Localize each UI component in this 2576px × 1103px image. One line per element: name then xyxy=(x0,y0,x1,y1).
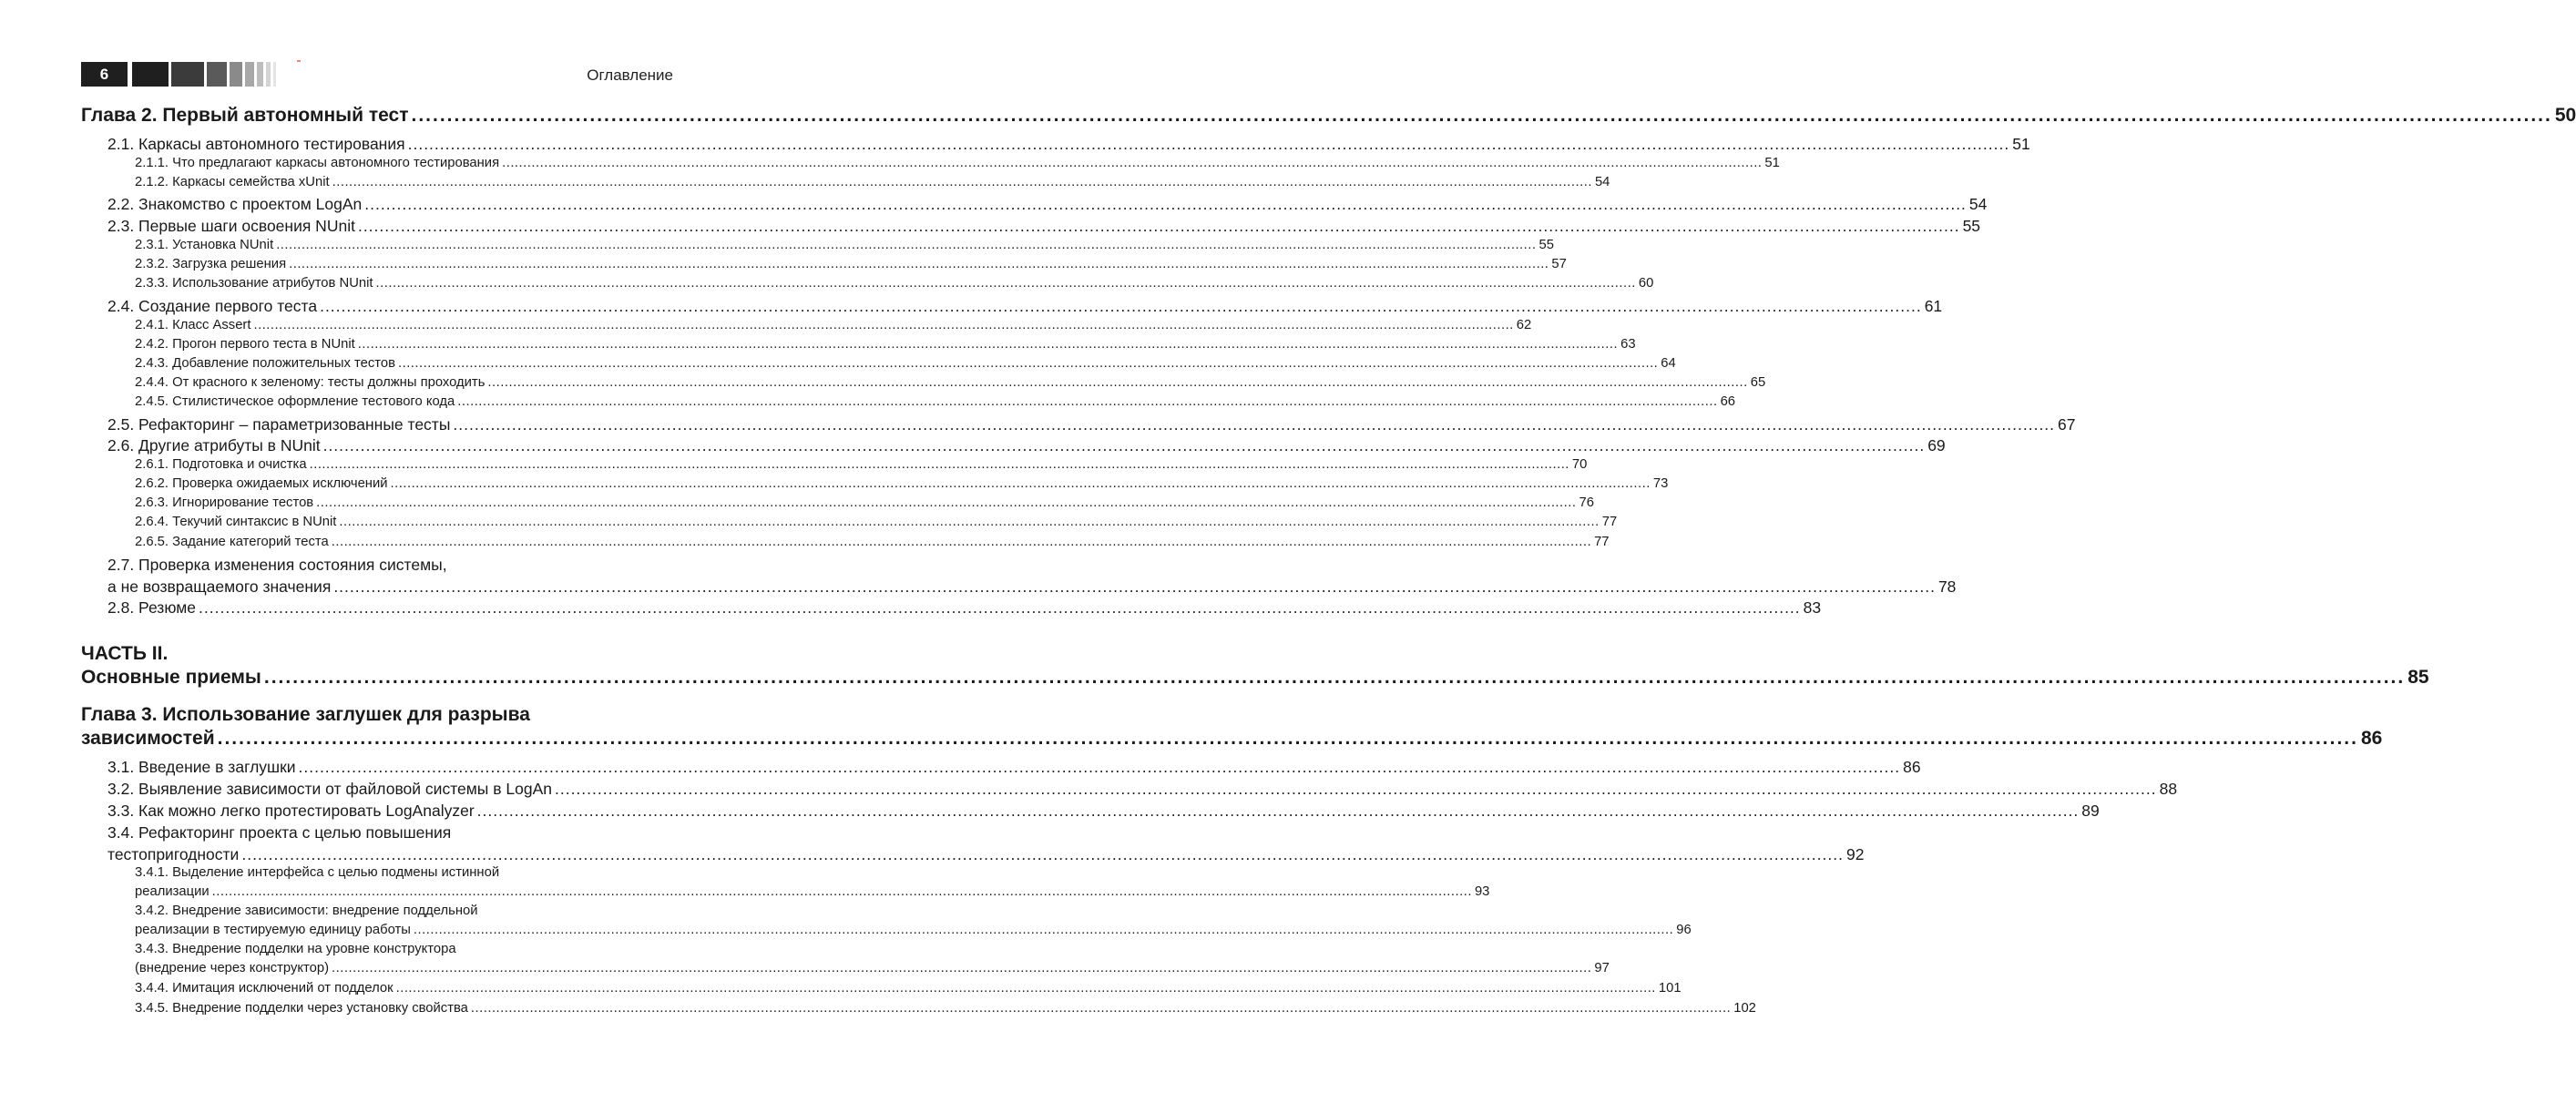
toc-line xyxy=(135,515,1618,529)
toc-page-number: 51 xyxy=(2012,135,2030,153)
toc-leader-dots: ............................................................................................................................................................................................................................................................................................................ xyxy=(375,276,1636,291)
toc-leader-dots: ............................................................................................................................................................................................................................................................................................................ xyxy=(397,356,1659,371)
toc-page-number: 69 xyxy=(1927,436,1946,454)
toc-page-number: 77 xyxy=(1601,515,1618,529)
toc-title: 2.3.2. Загрузка решения xyxy=(135,257,287,271)
toc-line xyxy=(107,297,1943,316)
toc-title: Глава 2. Первый автономный тест xyxy=(81,105,409,126)
toc-leader-dots: ............................................................................................................................................................................................................................................................................................................ xyxy=(298,758,1901,776)
toc-line xyxy=(107,415,2076,434)
toc-line xyxy=(135,981,1682,996)
toc-title: 2.6. Другие атрибуты в NUnit xyxy=(107,436,321,454)
toc-page-number: 102 xyxy=(1733,1001,1756,1016)
toc-page-number: 96 xyxy=(1676,923,1692,937)
toc-leader-dots: ............................................................................................................................................................................................................................................................................................................ xyxy=(332,961,1592,975)
toc-line xyxy=(107,802,2100,821)
toc-leader-dots: ............................................................................................................................................................................................................................................................................................................ xyxy=(276,238,1537,252)
toc-leader-dots: ............................................................................................................................................................................................................................................................................................................ xyxy=(364,195,1967,213)
toc-page-number: 65 xyxy=(1750,375,1766,390)
toc-page-number: 64 xyxy=(1661,356,1676,371)
toc-leader-dots: ............................................................................................................................................................................................................................................................................................................ xyxy=(554,780,2157,798)
toc-title: 2.6.5. Задание категорий теста xyxy=(135,535,329,549)
toc-title: 2.4.4. От красного к зеленому: тесты должны проходить xyxy=(135,375,486,390)
toc-title: 3.2. Выявление зависимости от файловой системы в LogAn xyxy=(107,780,552,798)
header-tab-block xyxy=(171,62,204,87)
toc-line xyxy=(135,394,1736,409)
toc-leader-dots: ............................................................................................................................................................................................................................................................................................................ xyxy=(339,515,1600,529)
header-tab-block xyxy=(257,62,263,87)
toc-leader-dots: ............................................................................................................................................................................................................................................................................................................ xyxy=(357,217,1960,235)
toc-leader-dots: ............................................................................................................................................................................................................................................................................................................ xyxy=(411,105,2552,126)
toc-title: Глава 3. Использование заглушек для разрыва xyxy=(81,704,530,725)
toc-leader-dots: ............................................................................................................................................................................................................................................................................................................ xyxy=(289,257,1549,271)
toc-title: 3.4.1. Выделение интерфейса с целью подмены истинной xyxy=(135,865,500,880)
toc-leader-dots: ............................................................................................................................................................................................................................................................................................................ xyxy=(331,535,1592,549)
toc-line xyxy=(135,276,1654,291)
toc-leader-dots: ............................................................................................................................................................................................................................................................................................................ xyxy=(217,728,2358,749)
toc-title: 2.6.4. Текучий синтаксис в NUnit xyxy=(135,515,337,529)
toc-page-number: 86 xyxy=(1903,758,1921,776)
toc-line xyxy=(107,217,1981,236)
toc-line xyxy=(107,195,1988,214)
toc-leader-dots: ............................................................................................................................................................................................................................................................................................................ xyxy=(253,318,1514,332)
page-header xyxy=(0,0,753,100)
toc-leader-dots: ............................................................................................................................................................................................................................................................................................................ xyxy=(413,923,1674,937)
toc-page-number: 93 xyxy=(1474,884,1490,899)
toc-page-number: 51 xyxy=(1764,156,1780,170)
toc-page-number: 97 xyxy=(1594,961,1610,975)
toc-page-number: 76 xyxy=(1579,495,1594,510)
toc-page-number: 55 xyxy=(1962,217,1981,235)
toc-title: 2.4.3. Добавление положительных тестов xyxy=(135,356,395,371)
header-tab-block xyxy=(266,62,271,87)
toc-page-number: 85 xyxy=(2407,667,2429,688)
toc-leader-dots: ............................................................................................................................................................................................................................................................................................................ xyxy=(241,845,1844,863)
header-tab-block xyxy=(132,62,169,87)
toc-page-number: 101 xyxy=(1658,981,1682,996)
toc-line xyxy=(135,238,1554,252)
toc-page-number: 83 xyxy=(1803,598,1822,617)
toc-line xyxy=(107,577,1957,597)
toc-title: 2.5. Рефакторинг – параметризованные тесты xyxy=(107,415,451,434)
toc-title: 3.4.4. Имитация исключений от подделок xyxy=(135,981,394,996)
toc-leader-dots: ............................................................................................................................................................................................................................................................................................................ xyxy=(357,337,1619,352)
toc-line xyxy=(107,135,2030,154)
toc-leader-dots: ............................................................................................................................................................................................................................................................................................................ xyxy=(476,802,2080,820)
toc-title: 3.4.2. Внедрение зависимости: внедрение поддельной xyxy=(135,904,478,918)
toc-title: 3.4. Рефакторинг проекта с целью повышения xyxy=(107,823,452,842)
page-number-badge xyxy=(81,62,128,87)
toc-title: 2.8. Резюме xyxy=(107,598,197,617)
toc-leader-dots: ............................................................................................................................................................................................................................................................................................................ xyxy=(453,415,2056,434)
toc-title: 2.2. Знакомство с проектом LogAn xyxy=(107,195,363,213)
toc-page-number: 60 xyxy=(1638,276,1654,291)
toc-line xyxy=(81,105,2576,127)
toc-line xyxy=(81,728,2383,750)
toc-page-number: 54 xyxy=(1594,175,1610,189)
toc-line xyxy=(135,535,1610,549)
toc-title: 2.1. Каркасы автономного тестирования xyxy=(107,135,405,153)
toc-page-number: 86 xyxy=(2360,728,2383,749)
toc-line xyxy=(107,758,1921,777)
toc-leader-dots: ............................................................................................................................................................................................................................................................................................................ xyxy=(333,577,1936,596)
toc-title: 3.3. Как можно легко протестировать LogAnalyzer xyxy=(107,802,475,820)
toc-line xyxy=(107,780,2178,799)
toc-title: Основные приемы xyxy=(81,667,261,688)
toc-page-number: 77 xyxy=(1594,535,1610,549)
toc-line xyxy=(135,961,1610,975)
toc-title: 2.6.1. Подготовка и очистка xyxy=(135,457,307,472)
toc-title: 2.4.2. Прогон первого теста в NUnit xyxy=(135,337,355,352)
toc-leader-dots: ............................................................................................................................................................................................................................................................................................................ xyxy=(309,457,1569,472)
toc-leader-dots: ............................................................................................................................................................................................................................................................................................................ xyxy=(502,156,1763,170)
toc-page-number: 67 xyxy=(2058,415,2076,434)
toc-title: 2.7. Проверка изменения состояния системы, xyxy=(107,556,447,574)
toc-title: 2.4. Создание первого теста xyxy=(107,297,318,315)
toc-line xyxy=(135,375,1766,390)
toc-leader-dots: ............................................................................................................................................................................................................................................................................................................ xyxy=(320,297,1922,315)
toc-line xyxy=(135,884,1490,899)
toc-title: 2.3.1. Установка NUnit xyxy=(135,238,274,252)
toc-leader-dots: ............................................................................................................................................................................................................................................................................................................ xyxy=(263,667,2406,688)
toc-title: реализации в тестируемую единицу работы xyxy=(135,923,411,937)
toc-leader-dots: ............................................................................................................................................................................................................................................................................................................ xyxy=(322,436,1926,454)
toc-page-number: 70 xyxy=(1571,457,1588,472)
toc-line xyxy=(107,598,1822,618)
header-tab-block xyxy=(273,62,276,87)
toc-leader-dots: ............................................................................................................................................................................................................................................................................................................ xyxy=(211,884,1472,899)
toc-line xyxy=(135,476,1669,491)
toc-leader-dots: ............................................................................................................................................................................................................................................................................................................ xyxy=(332,175,1592,189)
header-tab-block xyxy=(245,62,254,87)
toc-title: (внедрение через конструктор) xyxy=(135,961,330,975)
decorative-mark xyxy=(297,60,301,62)
toc-leader-dots: ............................................................................................................................................................................................................................................................................................................ xyxy=(470,1001,1732,1016)
toc-title: 2.1.1. Что предлагают каркасы автономного тестирования xyxy=(135,156,500,170)
toc-line xyxy=(135,356,1676,371)
toc-title: а не возвращаемого значения xyxy=(107,577,332,596)
toc-title: 2.3. Первые шаги освоения NUnit xyxy=(107,217,355,235)
toc-line xyxy=(107,845,1865,864)
toc-line xyxy=(135,318,1532,332)
toc-page-number: 73 xyxy=(1652,476,1669,491)
toc-title: 3.4.5. Внедрение подделки через установку свойства xyxy=(135,1001,468,1016)
page-number: 6 xyxy=(99,65,109,83)
toc-page-number: 63 xyxy=(1620,337,1636,352)
toc-line xyxy=(135,257,1567,271)
toc-title: 2.6.3. Игнорирование тестов xyxy=(135,495,314,510)
toc-page-number: 55 xyxy=(1538,238,1554,252)
toc-line xyxy=(135,923,1692,937)
toc-title: зависимостей xyxy=(81,728,215,749)
toc-line xyxy=(81,667,2429,689)
toc-line xyxy=(135,457,1588,472)
toc-title: 2.1.2. Каркасы семейства xUnit xyxy=(135,175,330,189)
toc-leader-dots: ............................................................................................................................................................................................................................................................................................................ xyxy=(316,495,1577,510)
running-title: Оглавление xyxy=(587,66,673,84)
toc-line xyxy=(135,337,1636,352)
toc-page-number: 89 xyxy=(2081,802,2100,820)
toc-leader-dots: ............................................................................................................................................................................................................................................................................................................ xyxy=(199,598,1801,617)
toc-leader-dots: ............................................................................................................................................................................................................................................................................................................ xyxy=(457,394,1718,409)
toc-page-number: 50 xyxy=(2554,105,2576,126)
toc-line xyxy=(135,156,1780,170)
toc-page-number: 66 xyxy=(1720,394,1736,409)
toc-title: 2.3.3. Использование атрибутов NUnit xyxy=(135,276,373,291)
toc-title: 2.4.1. Класс Assert xyxy=(135,318,251,332)
toc-line xyxy=(135,495,1594,510)
toc-page-number: 88 xyxy=(2159,780,2178,798)
toc-leader-dots: ............................................................................................................................................................................................................................................................................................................ xyxy=(390,476,1651,491)
toc-line xyxy=(135,1001,1756,1016)
toc-title: реализации xyxy=(135,884,210,899)
toc-leader-dots: ............................................................................................................................................................................................................................................................................................................ xyxy=(407,135,2010,153)
toc-title: тестопригодности xyxy=(107,845,240,863)
toc-page-number: 92 xyxy=(1845,845,1865,863)
toc-title: 2.6.2. Проверка ожидаемых исключений xyxy=(135,476,388,491)
header-tab-block xyxy=(207,62,227,87)
toc-page-number: 78 xyxy=(1937,577,1957,596)
toc-title: 3.1. Введение в заглушки xyxy=(107,758,296,776)
toc-line xyxy=(107,436,1946,455)
toc-title: ЧАСТЬ II. xyxy=(81,643,169,664)
toc-line xyxy=(135,175,1610,189)
toc-title: 3.4.3. Внедрение подделки на уровне конструктора xyxy=(135,942,456,956)
toc-leader-dots: ............................................................................................................................................................................................................................................................................................................ xyxy=(487,375,1748,390)
header-tab-block xyxy=(230,62,242,87)
toc-title: 2.4.5. Стилистическое оформление тестового кода xyxy=(135,394,455,409)
toc-page-number: 62 xyxy=(1516,318,1532,332)
toc-leader-dots: ............................................................................................................................................................................................................................................................................................................ xyxy=(395,981,1656,996)
toc-page-number: 54 xyxy=(1968,195,1988,213)
toc-page-number: 61 xyxy=(1924,297,1943,315)
toc-page-number: 57 xyxy=(1551,257,1567,271)
